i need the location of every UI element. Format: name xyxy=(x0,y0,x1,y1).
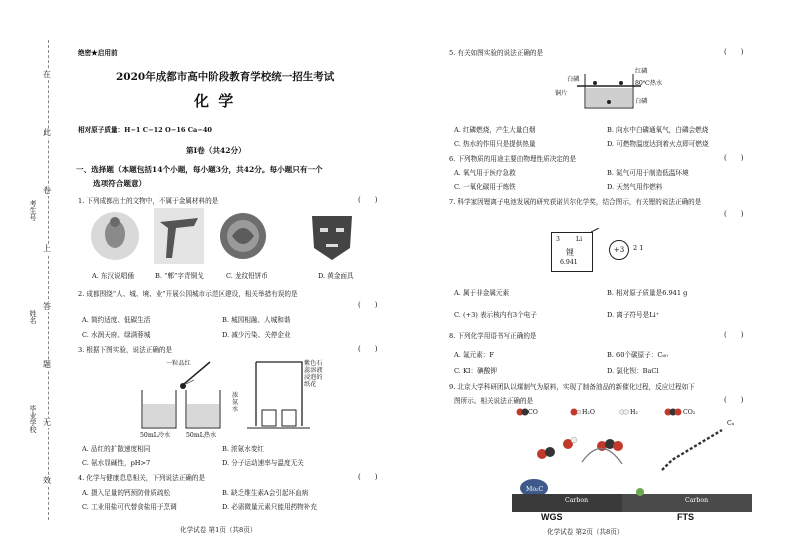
element-name: 锂 xyxy=(566,248,574,257)
q9-label-carbon-1: Carbon xyxy=(565,497,589,504)
q8-option-a: A. 氟元素：F xyxy=(454,351,494,359)
seal-char: 答 xyxy=(43,302,51,311)
q3-label-hot: 50mL热水 xyxy=(186,432,217,439)
q1-option-c: C. 龙纹铅饼币 xyxy=(226,272,268,280)
subject-title: 化 学 xyxy=(194,92,236,110)
right-page xyxy=(397,0,794,560)
q3-label-dye: 一粒品红 xyxy=(166,360,191,367)
q2-option-c: C. 水润天府、绿满蓉城 xyxy=(82,331,151,339)
element-number: 3 xyxy=(556,236,560,243)
school-label: 毕业学校 xyxy=(29,405,37,433)
q7-option-c: C. (+3) 表示核内有3个电子 xyxy=(454,311,537,319)
q7-option-b: B. 相对原子质量是6.941 g xyxy=(607,289,688,297)
page-footer: 化学试卷 第2页（共8页） xyxy=(547,528,624,536)
q5-option-a: A. 红磷燃烧，产生大量白烟 xyxy=(454,126,536,134)
q9-label-catalyst: Mo₂C xyxy=(526,486,544,493)
q2-option-b: B. 城园相融、人城和谐 xyxy=(222,316,291,324)
element-mass: 6.941 xyxy=(560,259,578,266)
secret-mark: 绝密★启用前 xyxy=(78,49,118,57)
q3-answer-blank[interactable]: ( ) xyxy=(358,345,378,353)
q5-label-white-p: 白磷 xyxy=(567,76,580,83)
q5-stem: 5. 有关如图实验的说法正确的是 xyxy=(449,49,544,57)
q5-label-white-p-2: 白磷 xyxy=(635,98,648,105)
q6-answer-blank[interactable]: ( ) xyxy=(724,154,744,162)
q3-label-ammonia: 浓氨水 xyxy=(232,392,239,413)
q7-option-d: D. 离子符号是Li⁺ xyxy=(607,311,660,319)
q3-option-a: A. 品红的扩散速度相同 xyxy=(82,445,151,453)
q7-answer-blank[interactable]: ( ) xyxy=(724,210,744,218)
element-cell-depth xyxy=(591,228,601,238)
section-title-cont: 选项符合题意） xyxy=(93,179,147,188)
q1-option-d: D. 黄金面具 xyxy=(318,272,354,280)
q9-label-cn: Cₙ xyxy=(727,420,735,427)
q7-stem: 7. 科学家因锂离子电池发展的研究获诺贝尔化学奖，结合图示，有关锂的说法正确的是 xyxy=(449,198,702,206)
seal-char: 卷 xyxy=(43,186,51,195)
q2-option-a: A. 简约适度、低碳生活 xyxy=(82,316,151,324)
atom-nucleus: +3 xyxy=(609,240,629,260)
q9-legend-h2o: H₂O xyxy=(582,409,595,416)
q4-answer-blank[interactable]: ( ) xyxy=(358,473,378,481)
q9-figure xyxy=(512,404,752,528)
q8-option-c: C. KI：碘酸钾 xyxy=(454,367,497,375)
q5-label-hot-water: 80℃热水 xyxy=(635,80,663,87)
q5-option-b: B. 向水中白磷通氧气，白磷会燃烧 xyxy=(607,126,709,134)
q9-legend-co: CO xyxy=(528,409,538,416)
q9-label-wgs: WGS xyxy=(541,512,563,522)
q6-option-a: A. 氧气用于医疗急救 xyxy=(454,169,516,177)
q5-option-c: C. 热水的作用只是提供热量 xyxy=(454,140,536,148)
seal-line xyxy=(48,40,49,520)
q3-option-b: B. 浓氨水变红 xyxy=(222,445,265,453)
atom-shells: 2 1 xyxy=(633,244,644,252)
q4-option-d: D. 必需微量元素只能用药物补充 xyxy=(222,503,317,511)
q7-option-a: A. 属于非金属元素 xyxy=(454,289,510,297)
q9-answer-blank[interactable]: ( ) xyxy=(724,396,744,404)
section-title: 一、选择题（本题包括14个小题，每小题3分，共42分。每小题只有一个 xyxy=(76,165,323,174)
q2-option-d: D. 减少污染、关停企业 xyxy=(222,331,291,339)
q9-legend-h2: H₂ xyxy=(630,409,638,416)
q6-option-d: D. 天然气用作燃料 xyxy=(607,183,663,191)
q4-stem: 4. 化学与健康息息相关，下列说法正确的是 xyxy=(78,474,206,482)
element-symbol: Li xyxy=(576,236,583,243)
seal-char: 此 xyxy=(43,128,51,137)
q3-label-litmus: 紫色石蕊溶液浸泡的纸花 xyxy=(304,360,323,388)
q4-option-c: C. 工业用盐可代替食盐用于烹调 xyxy=(82,503,177,511)
q1-answer-blank[interactable]: ( ) xyxy=(358,196,378,204)
q6-option-b: B. 氮气可用于制造低温环境 xyxy=(607,169,689,177)
q1-figure-b xyxy=(154,208,204,264)
q9-stem: 9. 北京大学科研团队以煤制气为原料，实现了制备油品的新催化过程，反应过程如下 xyxy=(449,383,695,391)
q5-label-red-p: 红磷 xyxy=(635,68,648,75)
atomic-mass-line: 相对原子质量：H−1 C−12 O−16 Ca−40 xyxy=(78,126,212,134)
seal-char: 无 xyxy=(43,418,51,427)
seal-char: 上 xyxy=(43,244,51,253)
q1-figure-d xyxy=(306,208,358,264)
q2-stem: 2. 成都围绕“人、城、境、业”开展公园城市示范区建设，相关举措有误的是 xyxy=(78,290,298,298)
q1-figure-a xyxy=(90,208,140,264)
element-cell xyxy=(551,232,593,272)
q5-label-copper: 铜片 xyxy=(555,90,568,97)
q6-stem: 6. 下列物质的用途主要由物理性质决定的是 xyxy=(449,155,577,163)
q3-figure xyxy=(132,356,362,436)
q9-label-fts: FTS xyxy=(677,512,694,522)
q1-stem: 1. 下列成都出土的文物中，不属于金属材料的是 xyxy=(78,197,219,205)
name-label: 姓名 xyxy=(29,310,37,324)
q5-option-d: D. 可燃物温度达到着火点即可燃烧 xyxy=(607,140,709,148)
q8-stem: 8. 下列化学用语书写正确的是 xyxy=(449,332,537,340)
candidate-number-label: 考生号 xyxy=(29,200,37,221)
seal-char: 效 xyxy=(43,476,51,485)
part-title: 第Ⅰ卷（共42分） xyxy=(186,146,246,155)
q9-stem-cont: 图所示。相关说法正确的是 xyxy=(454,397,534,405)
q3-label-cold: 50mL冷水 xyxy=(140,432,171,439)
q5-answer-blank[interactable]: ( ) xyxy=(724,48,744,56)
seal-char: 在 xyxy=(43,70,51,79)
q8-option-b: B. 60个碳原子：C₆₀ xyxy=(607,351,668,359)
q3-option-c: C. 氨水显碱性，pH>7 xyxy=(82,459,151,467)
q6-option-c: C. 一氧化碳用于炼铁 xyxy=(454,183,516,191)
q9-legend-co2: CO₂ xyxy=(683,409,696,416)
q8-option-d: D. 氯化钡：BaCl xyxy=(607,367,659,375)
seal-char: 题 xyxy=(43,360,51,369)
q2-answer-blank[interactable]: ( ) xyxy=(358,301,378,309)
exam-title: 2020年成都市高中阶段教育学校统一招生考试 xyxy=(116,71,335,83)
q1-option-b: B. “郫”字青铜戈 xyxy=(155,272,204,280)
q4-option-b: B. 缺乏维生素A会引起坏血病 xyxy=(222,489,309,497)
q3-option-d: D. 分子运动速率与温度无关 xyxy=(222,459,304,467)
q9-label-carbon-2: Carbon xyxy=(685,497,709,504)
q8-answer-blank[interactable]: ( ) xyxy=(724,331,744,339)
q1-option-a: A. 东汉说唱俑 xyxy=(92,272,134,280)
page-footer: 化学试卷 第1页（共8页） xyxy=(180,526,257,534)
q1-figure-c xyxy=(218,208,268,264)
q3-stem: 3. 根据下图实验，说法正确的是 xyxy=(78,346,173,354)
q4-option-a: A. 摄入足量的钙预防骨质疏松 xyxy=(82,489,171,497)
